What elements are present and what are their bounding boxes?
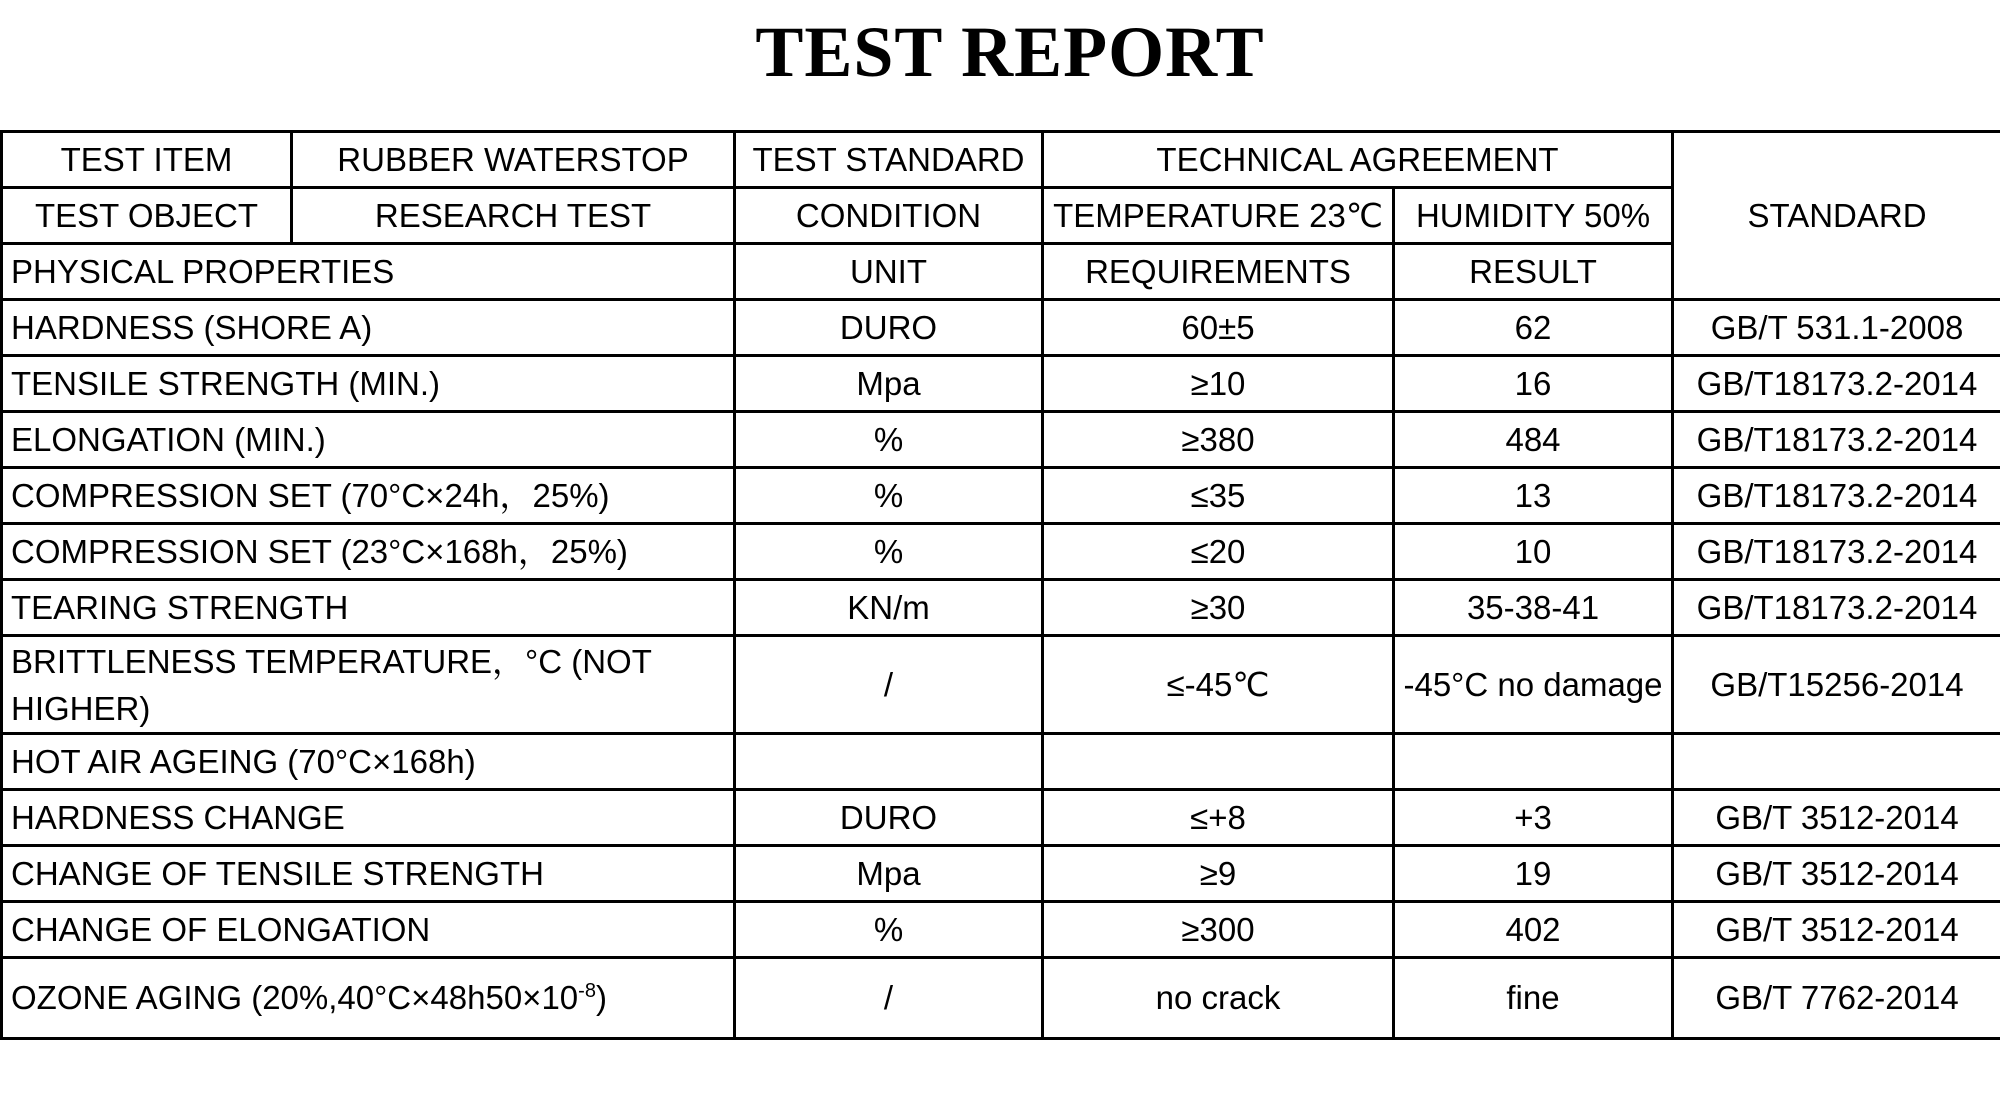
ozone-property-text: OZONE AGING (20%,40°C×48h50×10: [11, 979, 579, 1016]
unit-cell: %: [735, 902, 1043, 958]
standard-cell: GB/T18173.2-2014: [1673, 524, 2000, 580]
unit-cell: /: [735, 636, 1043, 734]
result-cell: 16: [1394, 356, 1673, 412]
result-column-header: RESULT: [1394, 244, 1673, 300]
result-cell: 10: [1394, 524, 1673, 580]
test-item-label: TEST ITEM: [2, 132, 292, 188]
requirement-cell: [1043, 734, 1394, 790]
result-cell: [1394, 734, 1673, 790]
result-cell: -45°C no damage: [1394, 636, 1673, 734]
result-cell: 35-38-41: [1394, 580, 1673, 636]
condition-label: CONDITION: [735, 188, 1043, 244]
unit-cell: %: [735, 412, 1043, 468]
physical-properties-header: PHYSICAL PROPERTIES: [2, 244, 735, 300]
table-row: [2, 790, 2000, 846]
header-row-1: [2, 132, 2000, 188]
property-cell: TEARING STRENGTH: [2, 580, 735, 636]
unit-cell: DURO: [735, 790, 1043, 846]
result-cell: fine: [1394, 958, 1673, 1039]
requirement-cell: ≤+8: [1043, 790, 1394, 846]
standard-cell: GB/T 3512-2014: [1673, 902, 2000, 958]
result-cell: 402: [1394, 902, 1673, 958]
unit-cell: Mpa: [735, 846, 1043, 902]
requirement-cell: no crack: [1043, 958, 1394, 1039]
table-row: [2, 468, 2000, 524]
requirement-cell: ≤20: [1043, 524, 1394, 580]
standard-cell: GB/T 3512-2014: [1673, 846, 2000, 902]
property-cell: TENSILE STRENGTH (MIN.): [2, 356, 735, 412]
ozone-exponent: -8: [578, 980, 596, 1002]
table-row: [2, 636, 2000, 734]
table-row: [2, 580, 2000, 636]
table-row: [2, 412, 2000, 468]
standard-cell: GB/T 3512-2014: [1673, 790, 2000, 846]
unit-cell: Mpa: [735, 356, 1043, 412]
property-cell: HOT AIR AGEING (70°C×168h): [2, 734, 735, 790]
property-cell: [2, 958, 735, 1039]
table-row: [2, 902, 2000, 958]
standard-column-header: STANDARD: [1673, 132, 2000, 300]
standard-cell: GB/T 531.1-2008: [1673, 300, 2000, 356]
ozone-property-suffix: ): [595, 979, 607, 1016]
result-cell: 19: [1394, 846, 1673, 902]
unit-cell: /: [735, 958, 1043, 1039]
result-cell: 13: [1394, 468, 1673, 524]
table-row: [2, 300, 2000, 356]
result-cell: 62: [1394, 300, 1673, 356]
unit-cell: %: [735, 468, 1043, 524]
requirement-cell: 60±5: [1043, 300, 1394, 356]
property-cell: CHANGE OF TENSILE STRENGTH: [2, 846, 735, 902]
test-standard-label: TEST STANDARD: [735, 132, 1043, 188]
property-cell: HARDNESS CHANGE: [2, 790, 735, 846]
temperature-condition: TEMPERATURE 23℃: [1043, 188, 1394, 244]
standard-cell: GB/T15256-2014: [1673, 636, 2000, 734]
unit-cell: [735, 734, 1043, 790]
standard-cell: GB/T18173.2-2014: [1673, 412, 2000, 468]
technical-agreement-label: TECHNICAL AGREEMENT: [1043, 132, 1673, 188]
property-cell: COMPRESSION SET (23°C×168h，25%): [2, 524, 735, 580]
page-title: TEST REPORT: [755, 12, 1265, 92]
humidity-condition: HUMIDITY 50%: [1394, 188, 1673, 244]
property-cell: ELONGATION (MIN.): [2, 412, 735, 468]
result-cell: +3: [1394, 790, 1673, 846]
requirement-cell: ≤-45℃: [1043, 636, 1394, 734]
standard-cell: GB/T 7762-2014: [1673, 958, 2000, 1039]
property-cell: COMPRESSION SET (70°C×24h，25%): [2, 468, 735, 524]
requirement-cell: ≥10: [1043, 356, 1394, 412]
table-row: [2, 734, 2000, 790]
test-report-table: [0, 130, 2000, 1040]
test-object-value: RESEARCH TEST: [292, 188, 735, 244]
unit-column-header: UNIT: [735, 244, 1043, 300]
standard-cell: GB/T18173.2-2014: [1673, 580, 2000, 636]
standard-cell: GB/T18173.2-2014: [1673, 356, 2000, 412]
requirement-cell: ≤35: [1043, 468, 1394, 524]
requirement-cell: ≥300: [1043, 902, 1394, 958]
result-cell: 484: [1394, 412, 1673, 468]
unit-cell: DURO: [735, 300, 1043, 356]
unit-cell: KN/m: [735, 580, 1043, 636]
requirement-cell: ≥9: [1043, 846, 1394, 902]
requirement-cell: ≥30: [1043, 580, 1394, 636]
unit-cell: %: [735, 524, 1043, 580]
test-object-label: TEST OBJECT: [2, 188, 292, 244]
standard-cell: GB/T18173.2-2014: [1673, 468, 2000, 524]
requirement-cell: ≥380: [1043, 412, 1394, 468]
table-row: [2, 846, 2000, 902]
property-cell: HARDNESS (SHORE A): [2, 300, 735, 356]
property-cell: BRITTLENESS TEMPERATURE，°C (NOT HIGHER): [2, 636, 735, 734]
property-cell: CHANGE OF ELONGATION: [2, 902, 735, 958]
requirements-column-header: REQUIREMENTS: [1043, 244, 1394, 300]
test-item-value: RUBBER WATERSTOP: [292, 132, 735, 188]
table-row: [2, 524, 2000, 580]
table-row: [2, 356, 2000, 412]
standard-cell: [1673, 734, 2000, 790]
table-row: [2, 958, 2000, 1039]
